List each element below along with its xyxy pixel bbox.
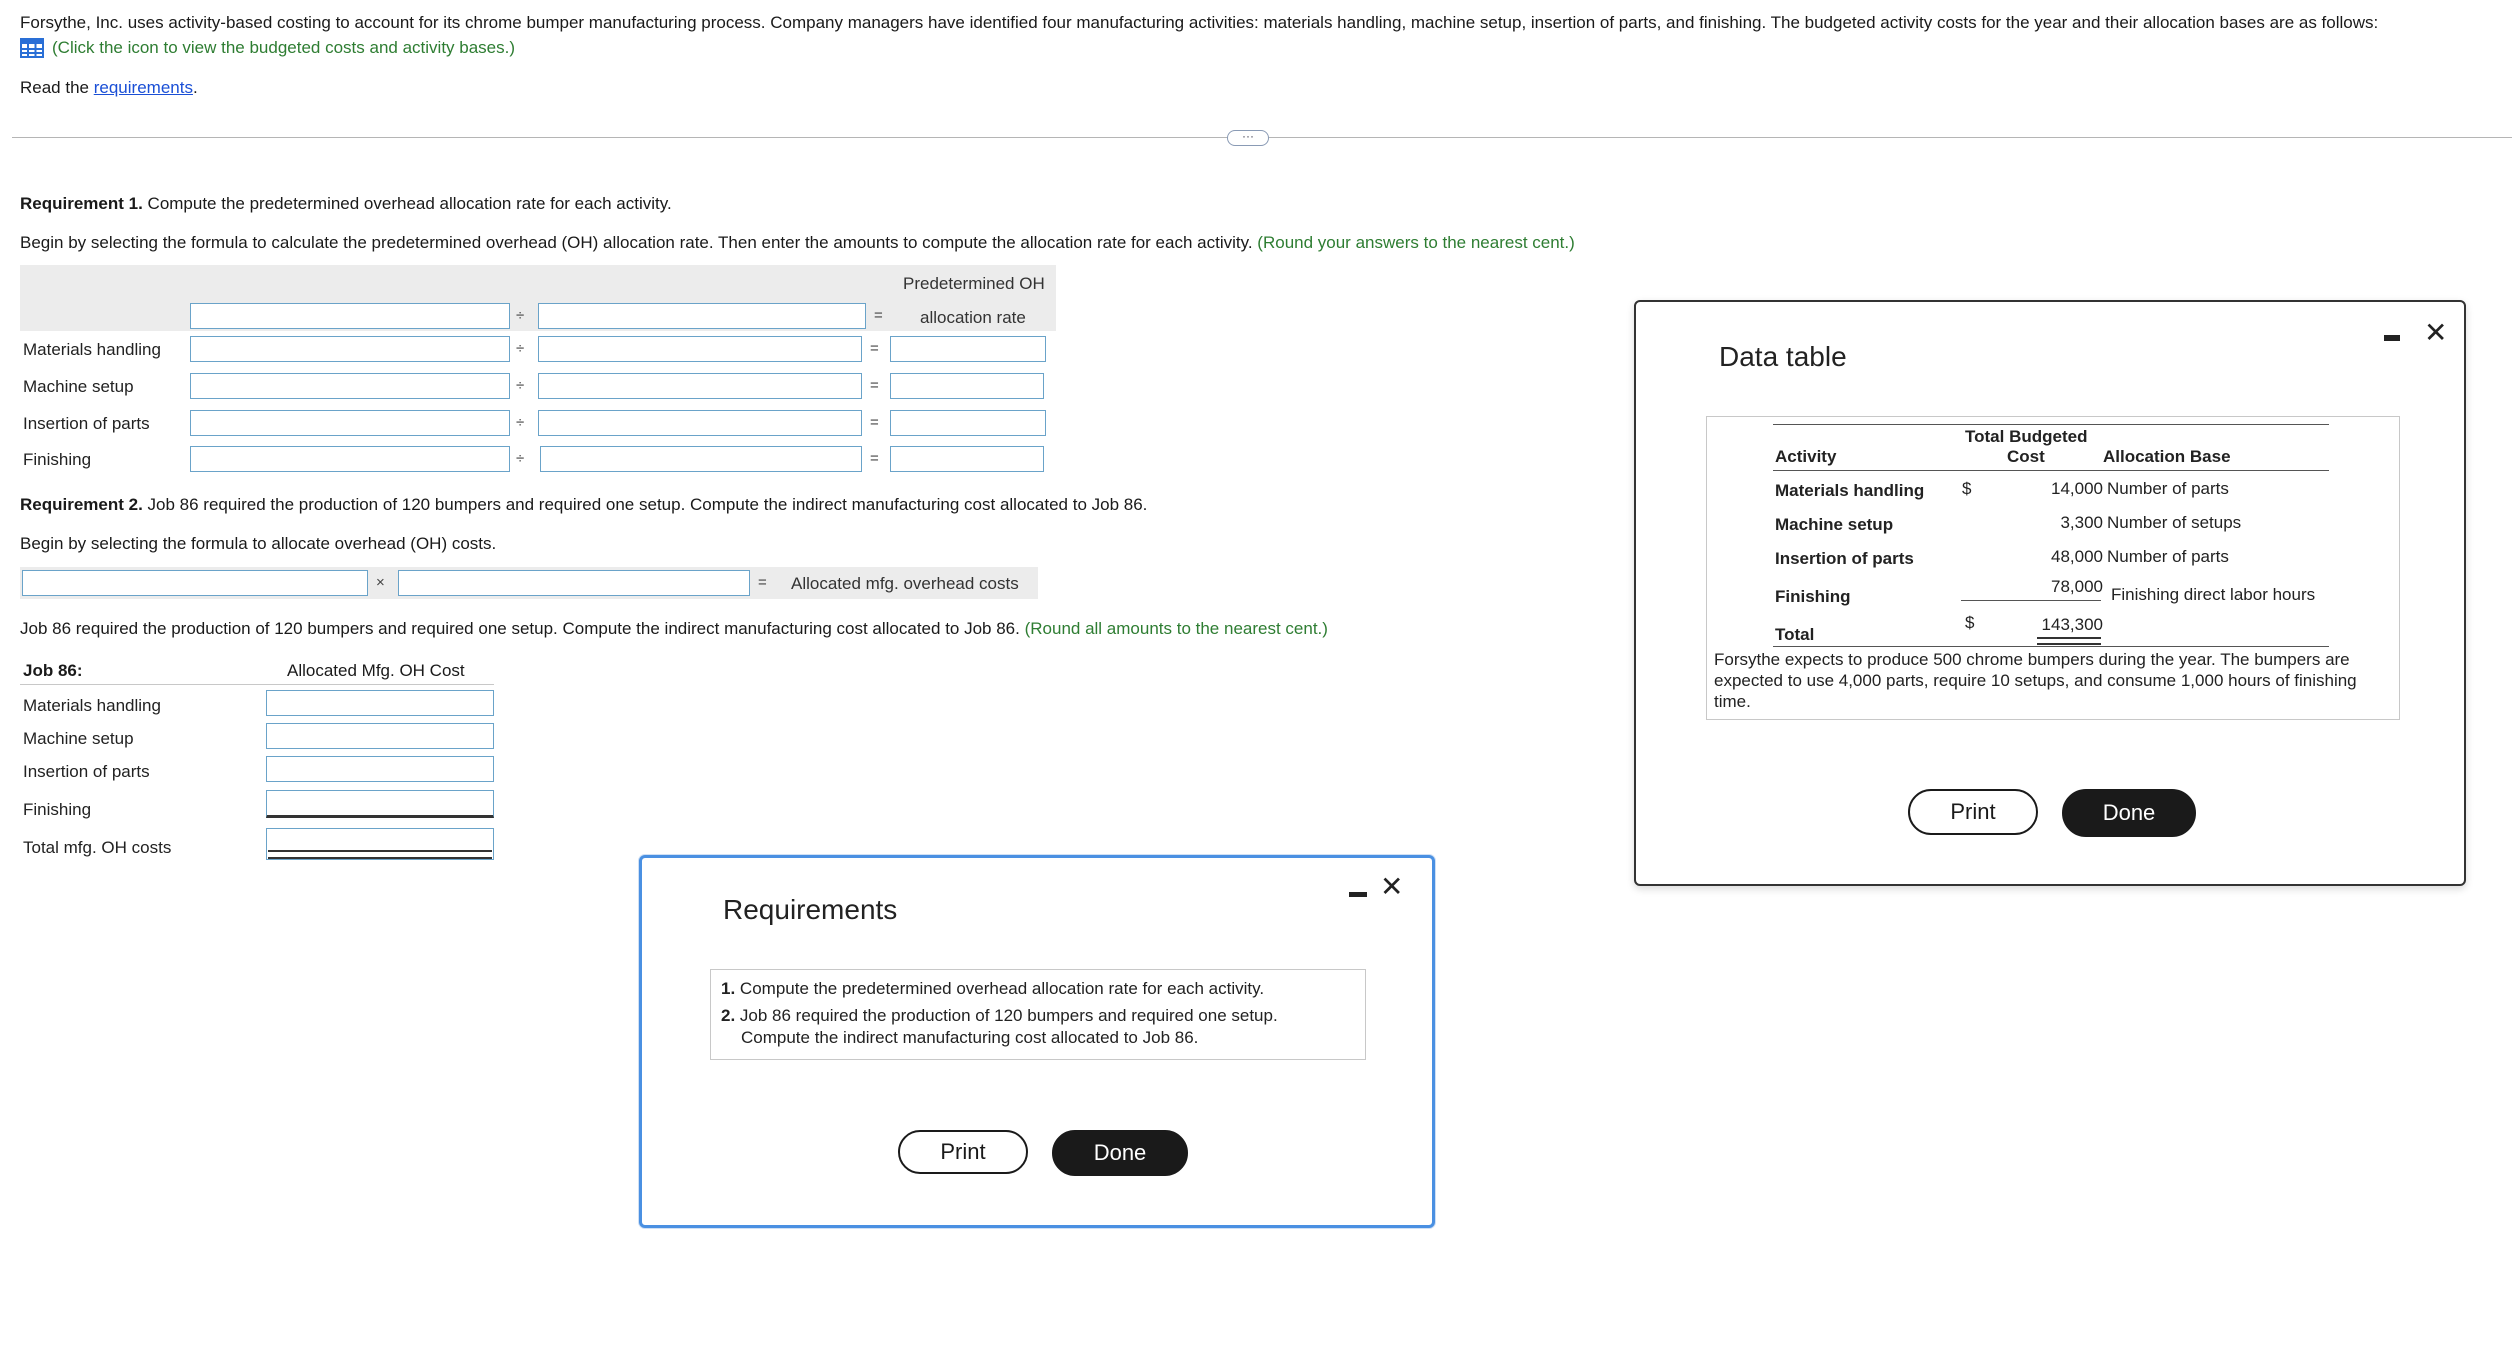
req2-table-header-rule (20, 684, 494, 685)
header-total-budgeted: Total Budgeted (1965, 427, 2088, 446)
requirement-item-1 (721, 979, 1264, 999)
base-cell: Number of parts (2107, 547, 2229, 566)
table-icon[interactable] (20, 38, 44, 58)
data-table-title: Data table (1719, 341, 1847, 372)
data-table-print-button[interactable]: Print (1908, 789, 2038, 835)
base-cell: Number of setups (2107, 513, 2242, 532)
cost-cell: 48,000 (2051, 547, 2103, 566)
req2-table-header-left: Job 86: (23, 661, 83, 680)
data-table-link-text[interactable]: (Click the icon to view the budgeted costs and activity bases.) (52, 38, 516, 57)
req2-materials-handling-input[interactable] (266, 690, 494, 716)
total-cost-cell: 143,300 (2041, 615, 2103, 634)
req1-title-text: Compute the predetermined overhead allocation rate for each activity. (142, 194, 672, 213)
req1-row-divide-sign: ÷ (516, 450, 525, 467)
intro-text: Forsythe, Inc. uses activity-based costing to account for its chrome bumper manufacturing process. Company managers have identified four manufacturing activities: materials handling, machine setup, insertion of parts, and finishing. The budgeted activity costs for the year and their allocation bases are as follows: (20, 13, 2379, 32)
data-table-done-button[interactable]: Done (2062, 789, 2196, 837)
req1-row-rate-input[interactable] (890, 446, 1044, 472)
req2-row-label: Materials handling (23, 696, 161, 715)
req1-row-equals-sign: = (870, 377, 879, 394)
req2-sentence (20, 619, 1328, 639)
req1-row-divide-sign: ÷ (516, 414, 525, 431)
req1-row-label: Machine setup (23, 377, 134, 396)
req2-rounding-note: (Round all amounts to the nearest cent.) (1024, 619, 1328, 638)
activity-cell: Materials handling (1775, 481, 1925, 500)
requirements-dialog-title: Requirements (723, 894, 898, 925)
req2-table-header-right: Allocated Mfg. OH Cost (287, 661, 465, 680)
requirements-done-button[interactable]: Done (1052, 1130, 1188, 1176)
req2-row-label: Total mfg. OH costs (23, 838, 172, 857)
close-icon[interactable]: ✕ (1380, 871, 1404, 902)
req1-row-denominator-input[interactable] (538, 410, 862, 436)
req1-row-equals-sign: = (870, 450, 879, 467)
req1-row-label: Finishing (23, 450, 92, 469)
req1-rounding-note: (Round your answers to the nearest cent.) (1257, 233, 1575, 252)
activity-cell: Insertion of parts (1775, 549, 1914, 568)
dollar-cell: $ (1962, 479, 1972, 498)
req2-machine-setup-input[interactable] (266, 723, 494, 749)
total-row-rule (1773, 646, 2329, 647)
req1-row-rate-input[interactable] (890, 410, 1046, 436)
base-cell: Finishing direct labor hours (2111, 585, 2316, 604)
requirements-list-box (710, 969, 1366, 1060)
req1-row-label: Insertion of parts (23, 414, 150, 433)
close-icon[interactable]: ✕ (2424, 317, 2448, 348)
req2-row-label: Machine setup (23, 729, 134, 748)
req2-formula-first-select[interactable] (22, 570, 368, 596)
requirement-text: Job 86 required the production of 120 bumpers and required one setup. (739, 1006, 1278, 1025)
activity-cell: Machine setup (1775, 515, 1894, 534)
requirements-link[interactable]: requirements (93, 78, 193, 97)
req1-row-numerator-input[interactable] (190, 373, 510, 399)
req1-row-numerator-input[interactable] (190, 446, 510, 472)
req2-row-label: Finishing (23, 800, 92, 819)
requirement-text: Compute the predetermined overhead allocation rate for each activity. (739, 979, 1265, 998)
read-prefix: Read the (20, 78, 94, 97)
req1-formula-equals-sign: = (874, 307, 883, 324)
requirement-num: 1. (721, 979, 736, 998)
req1-row-denominator-input[interactable] (538, 336, 862, 362)
req1-row-denominator-input[interactable] (540, 446, 862, 472)
req1-instruction (20, 233, 1575, 253)
req1-title-bold: Requirement 1. (20, 194, 143, 213)
base-cell: Number of parts (2107, 479, 2229, 498)
req2-row-label: Insertion of parts (23, 762, 150, 781)
req2-sentence-text: Job 86 required the production of 120 bumpers and required one setup. Compute the indirect manufacturing cost allocated to Job 86. (20, 619, 1020, 638)
req1-row-denominator-input[interactable] (538, 373, 862, 399)
req1-formula-divide-sign: ÷ (516, 307, 525, 324)
header-allocation-base: Allocation Base (2103, 447, 2231, 466)
data-table-link-row[interactable] (20, 38, 515, 58)
req2-formula-equals-sign: = (758, 574, 767, 591)
req2-formula-result-label: Allocated mfg. overhead costs (791, 574, 1019, 593)
req1-formula-denominator-select[interactable] (538, 303, 866, 329)
requirement-num: 2. (721, 1006, 736, 1025)
minimize-icon[interactable] (2384, 335, 2400, 341)
header-activity: Activity (1775, 447, 1837, 466)
subtotal-rule (1961, 600, 2101, 601)
data-table-note: Forsythe expects to produce 500 chrome bumpers during the year. The bumpers are expected to use 4,000 parts, require 10 setups, and consume 1,000 hours of finishing time. (1714, 650, 2357, 711)
cost-cell: 78,000 (2051, 577, 2103, 596)
expand-handle[interactable]: ··· (1227, 130, 1269, 146)
activity-cell: Finishing (1775, 587, 1851, 606)
req2-formula-second-select[interactable] (398, 570, 750, 596)
total-double-rule (2037, 637, 2101, 645)
req1-row-divide-sign: ÷ (516, 340, 525, 357)
requirements-dialog (639, 855, 1435, 1228)
cost-cell: 14,000 (2051, 479, 2103, 498)
req1-row-divide-sign: ÷ (516, 377, 525, 394)
cost-cell: 3,300 (2060, 513, 2103, 532)
req1-row-numerator-input[interactable] (190, 410, 510, 436)
data-table-top-rule (1773, 424, 2329, 425)
read-suffix: . (192, 78, 198, 97)
req1-result-header-1: Predetermined OH (903, 274, 1045, 293)
req1-row-label: Materials handling (23, 340, 161, 359)
req1-row-equals-sign: = (870, 340, 879, 357)
read-requirements-line (20, 78, 198, 98)
req2-insertion-of-parts-input[interactable] (266, 756, 494, 782)
data-table-dialog (1634, 300, 2466, 886)
requirements-print-button[interactable]: Print (898, 1130, 1028, 1174)
req1-instruction-text: Begin by selecting the formula to calculate the predetermined overhead (OH) allocation rate. Then enter the amounts to compute the allocation rate for each activity. (20, 233, 1253, 252)
header-cost: Cost (2007, 447, 2045, 466)
req2-formula-multiply-sign: × (376, 574, 385, 591)
req1-row-rate-input[interactable] (890, 336, 1046, 362)
req2-title-bold: Requirement 2. (20, 495, 143, 514)
requirement-item-2 (721, 1006, 1278, 1026)
req1-row-numerator-input[interactable] (190, 336, 510, 362)
req1-formula-numerator-select[interactable] (190, 303, 510, 329)
req2-total-double-rule (268, 850, 492, 859)
req2-finishing-input[interactable] (266, 790, 494, 818)
req1-title (20, 194, 672, 214)
data-table-box (1706, 416, 2400, 720)
req1-row-equals-sign: = (870, 414, 879, 431)
requirement-item-2-continued: Compute the indirect manufacturing cost allocated to Job 86. (741, 1028, 1199, 1047)
req1-result-header-2: allocation rate (920, 308, 1026, 327)
req2-instruction: Begin by selecting the formula to allocate overhead (OH) costs. (20, 534, 497, 553)
req2-title-text: Job 86 required the production of 120 bumpers and required one setup. Compute the indirect manufacturing cost allocated to Job 86. (142, 495, 1148, 514)
total-dollar-cell: $ (1965, 613, 1975, 632)
req1-row-rate-input[interactable] (890, 373, 1044, 399)
total-label: Total (1775, 625, 1815, 644)
minimize-icon[interactable] (1349, 892, 1367, 897)
header-rule (1773, 470, 2329, 471)
req2-title (20, 495, 1147, 515)
